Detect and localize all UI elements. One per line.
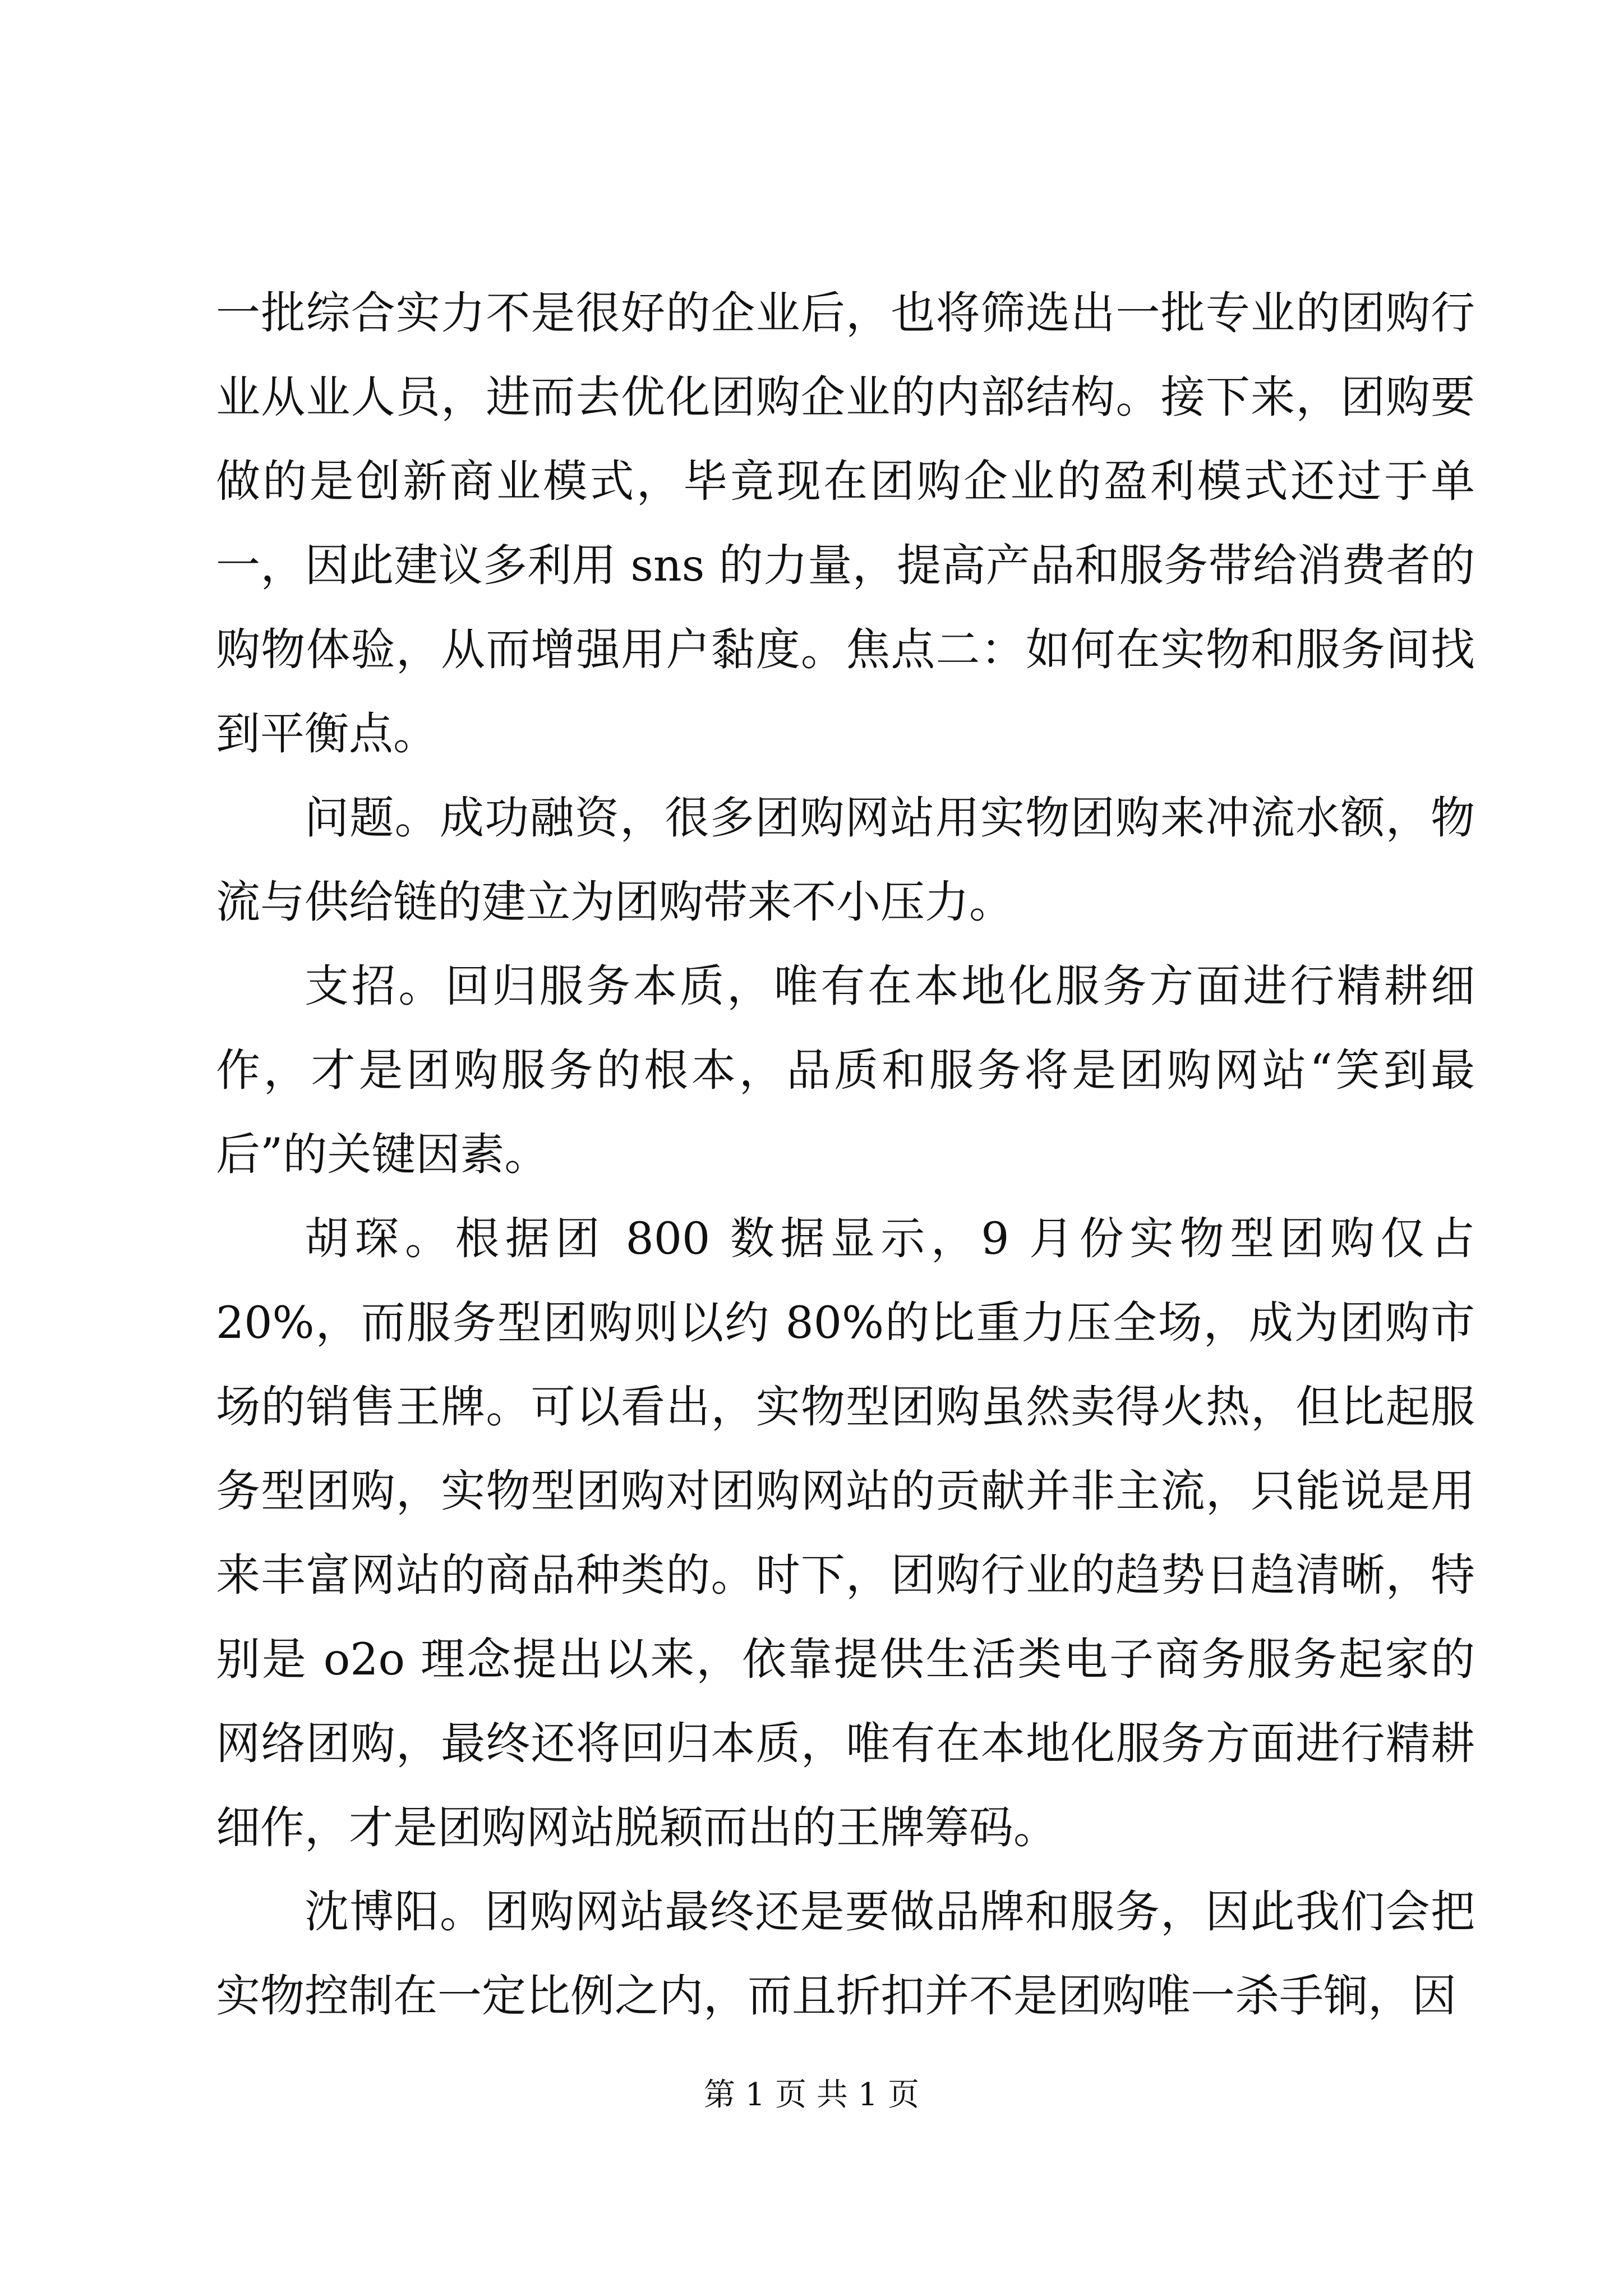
page-footer: 第 1 页 共 1 页 (703, 2077, 920, 2113)
paragraph-hu-chen: 胡琛。根据团 800 数据显示，9 月份实物型团购仅占 20%，而服务型团购则以约 80%的比重力压全场，成为团购市场的销售王牌。可以看出，实物型团购虽然卖得火热，但比起服务型团购，实物型团购对团购网站的贡献并非主流，只能说是用来丰富网站的商品种类的。时下，团购行业的趋势日趋清晰，特别是 o2o 理念提出以来，依靠提供生活类电子商务服务起家的网络团购，最终还将回归本质，唯有在本地化服务方面进行精耕细作，才是团购网站脱颖而出的王牌筹码。 (216, 1213, 1475, 1853)
paragraph-continuation: 一批综合实力不是很好的企业后，也将筛选出一批专业的团购行业从业人员，进而去优化团购企业的内部结构。接下来，团购要做的是创新商业模式，毕竟现在团购企业的盈利模式还过于单一，因此建议多利用 sns 的力量，提高产品和服务带给消费者的购物体验，从而增强用户黏度。焦点二：如何在实物和服务间找到平衡点。 (216, 287, 1475, 760)
paragraph-question: 问题。成功融资，很多团购网站用实物团购来冲流水额，物流与供给链的建立为团购带来不小压力。 (216, 792, 1475, 928)
document-body (216, 271, 1475, 2038)
paragraph-shen-boyang: 沈博阳。团购网站最终还是要做品牌和服务，因此我们会把实物控制在一定比例之内，而且折扣并不是团购唯一杀手锏，因 (216, 1886, 1475, 2022)
paragraph-advice: 支招。回归服务本质，唯有在本地化服务方面进行精耕细作，才是团购服务的根本，品质和服务将是团购网站“笑到最后”的关键因素。 (216, 960, 1475, 1180)
